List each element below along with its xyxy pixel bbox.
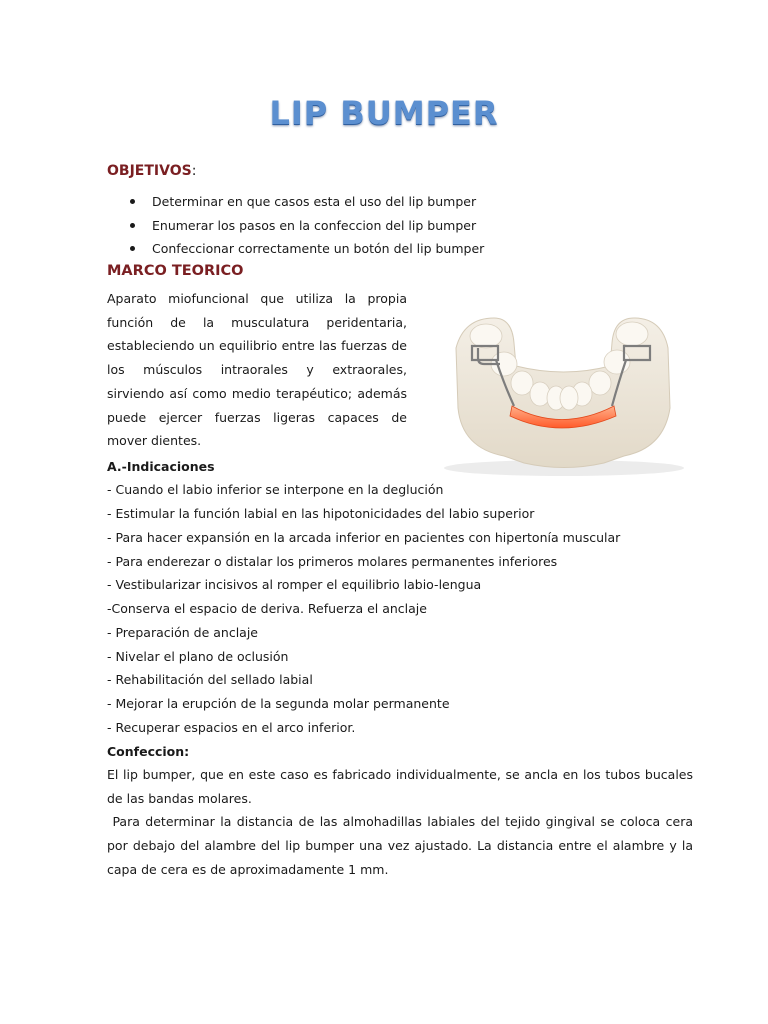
indicaciones-heading: A.-Indicaciones (107, 459, 215, 474)
list-item: - Para enderezar o distalar los primeros molares permanentes inferiores (107, 554, 558, 569)
list-item: - Mejorar la erupción de la segunda molar permanente (107, 696, 450, 711)
list-item: - Estimular la función labial en las hipotonicidades del labio superior (107, 506, 535, 521)
list-item: - Preparación de anclaje (107, 625, 258, 640)
objetivos-heading-colon: : (191, 163, 197, 179)
marco-teorico-heading: MARCO TEORICO (107, 263, 244, 279)
marco-teorico-paragraph: Aparato miofuncional que utiliza la propia función de la musculatura peridentaria, estableciendo un equilibrio entre las fuerzas de los músculos intraorales y extraorales, sirviendo así como medio terapéutico; además puede ejercer fuerzas ligeras capaces de mover dientes. (107, 291, 407, 449)
list-item: - Rehabilitación del sellado labial (107, 672, 313, 687)
confeccion-paragraph-1: El lip bumper, que en este caso es fabricado individualmente, se ancla en los tubos bucales de las bandas molares. (107, 767, 693, 806)
page-title: LIP BUMPER (269, 94, 499, 132)
list-item: - Para hacer expansión en la arcada inferior en pacientes con hipertonía muscular (107, 530, 621, 545)
objetivos-heading (107, 163, 196, 179)
list-item: Determinar en que casos esta el uso del lip bumper (130, 190, 484, 214)
list-item: Enumerar los pasos en la confeccion del lip bumper (130, 214, 484, 238)
confeccion-body (107, 763, 697, 882)
confeccion-heading: Confeccion: (107, 744, 190, 759)
list-item: - Cuando el labio inferior se interpone en la deglución (107, 482, 444, 497)
list-item: - Recuperar espacios en el arco inferior. (107, 720, 356, 735)
confeccion-paragraph-2: Para determinar la distancia de las almohadillas labiales del tejido gingival se coloca cera por debajo del alambre del lip bumper una vez ajustado. La distancia entre el alambre y la capa de cera es de aproximadamente 1 mm. (107, 814, 697, 877)
list-item: - Vestibularizar incisivos al romper el equilibrio labio-lengua (107, 577, 482, 592)
objetivos-list (130, 190, 484, 261)
list-item: Confeccionar correctamente un botón del lip bumper (130, 237, 484, 261)
list-item: -Conserva el espacio de deriva. Refuerza el anclaje (107, 601, 427, 616)
lip-bumper-figure (424, 288, 696, 478)
objetivos-heading-text: OBJETIVOS (107, 163, 192, 179)
list-item: - Nivelar el plano de oclusión (107, 649, 289, 664)
